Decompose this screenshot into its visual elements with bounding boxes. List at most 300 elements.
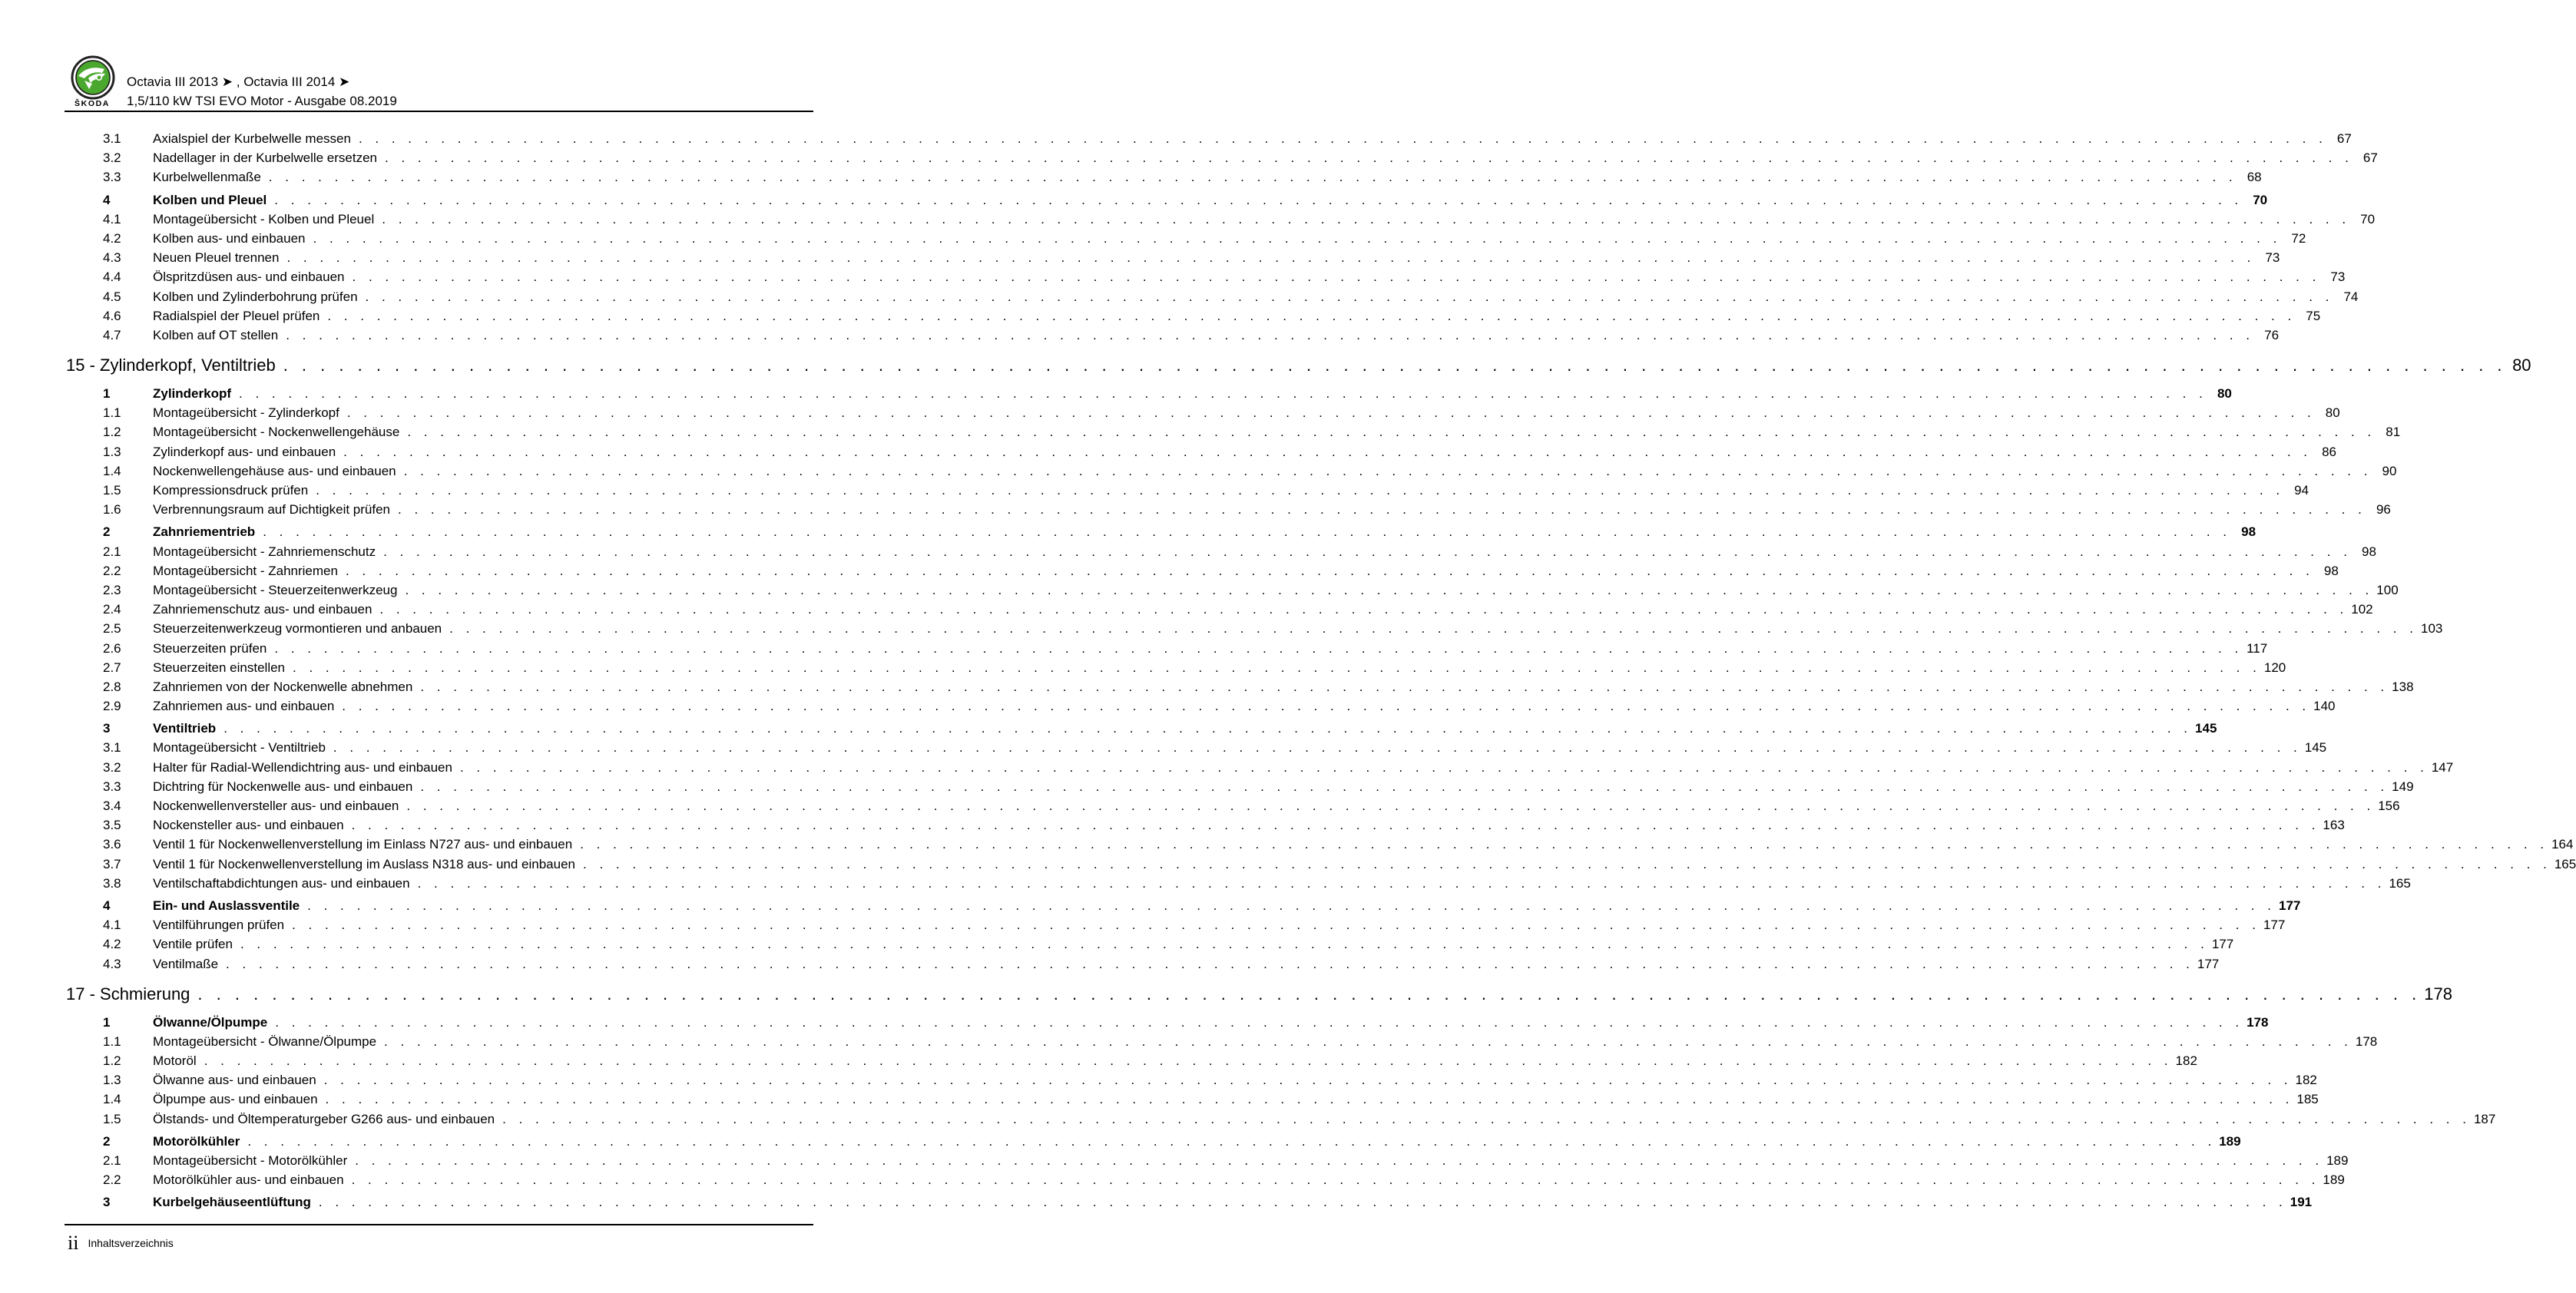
toc-number: 4.3: [103, 956, 121, 971]
dot-leader: . . . . . . . . . . . . . . . . . . . . . . . . . . . . . . . . . . . . . . . . . . . . . . . . . . . . . . . . . . . . . . . . . . . . . . . . . . . . . . . . . . . . . . . . . . . . . . . . . . . . . . . . . . . . . . . . . . . . . . . .: [351, 818, 2320, 833]
toc-title: Montageübersicht - Zahnriemen: [153, 563, 338, 578]
toc-title: Ölstands- und Öltemperaturgeber G266 aus- und einbauen: [153, 1111, 495, 1126]
toc-line: [153, 815, 2345, 835]
toc-title: Kolben und Zylinderbohrung prüfen: [153, 289, 358, 304]
toc-line: [153, 1151, 2349, 1170]
toc-section[interactable]: [65, 719, 2217, 738]
toc-title: Montageübersicht - Nockenwellengehäuse: [153, 425, 400, 440]
toc-number: 2: [103, 1133, 111, 1149]
dot-leader: . . . . . . . . . . . . . . . . . . . . . . . . . . . . . . . . . . . . . . . . . . . . . . . . . . . . . . . . . . . . . . . . . . . . . . . . . . . . . . . . . . . . . . . . . . . . . . . . . . . . . . . . . . . . . . . . . . . . . . . .: [323, 1073, 2293, 1088]
toc-subsection[interactable]: [65, 915, 2286, 934]
toc-line: [153, 148, 2378, 167]
toc-title: Montageübersicht - Motorölkühler: [153, 1153, 348, 1168]
toc-subsection[interactable]: [65, 403, 2340, 422]
toc-page-number: 156: [2378, 799, 2400, 813]
toc-number: 2.5: [103, 621, 121, 637]
toc-subsection[interactable]: [65, 758, 2454, 777]
dot-leader: . . . . . . . . . . . . . . . . . . . . . . . . . . . . . . . . . . . . . . . . . . . . . . . . . . . . . . . . . . . . . . . . . . . . . . . . . . . . . . . . . . . . . . . . . . . . . . . . . . . . . . . . . . . . . . . . . . . . . . . .: [420, 779, 2389, 794]
toc-title: Axialspiel der Kurbelwelle messen: [153, 131, 351, 146]
toc-page-number: 70: [2253, 192, 2268, 207]
toc-title: Ventiltrieb: [153, 721, 217, 736]
toc-title: Motorölkühler: [153, 1133, 240, 1149]
toc-page-number: 147: [2431, 759, 2454, 775]
dot-leader: . . . . . . . . . . . . . . . . . . . . . . . . . . . . . . . . . . . . . . . . . . . . . . . . . . . . . . . . . . . . . . . . . . . . . . . . . . . . . . . . . . . . . . . . . . . . . . . . . . . . . . . . . . . . . . . . . . . . . . . .: [352, 270, 2321, 285]
toc-line: [153, 422, 2401, 441]
toc-title: Ventilführungen prüfen: [153, 918, 285, 933]
toc-number: 1: [103, 386, 111, 402]
toc-subsection[interactable]: [65, 1070, 2317, 1090]
toc-section[interactable]: [65, 190, 2268, 210]
toc-page-number: 98: [2241, 524, 2256, 540]
toc-page-number: 73: [2330, 270, 2346, 285]
dot-leader: . . . . . . . . . . . . . . . . . . . . . . . . . . . . . . . . . . . . . . . . . . . . . . . . . . . . . . . . . . . . . . . . . . . . . . . . . . . . . . . . . . . . . . . . . . . . . . . . . . . . . . . . . . . . . . . . . . . . . . . .: [583, 856, 2551, 871]
toc-line: [153, 1032, 2378, 1051]
toc-page-number: 68: [2247, 170, 2262, 185]
toc-number: 3: [103, 721, 111, 736]
toc-subsection[interactable]: [65, 481, 2309, 500]
toc-subsection[interactable]: [65, 229, 2306, 248]
toc-number: 3: [103, 1195, 111, 1210]
dot-leader: . . . . . . . . . . . . . . . . . . . . . . . . . . . . . . . . . . . . . . . . . . . . . . . . . . . . . . . . . . . . . . . . . . . . . . . . . . . . . . . . . . . . . . . . . . . . . . . . . . . . . . . . . . . . . . . . . . . . . . . .: [502, 1111, 2471, 1126]
toc-subsection[interactable]: [65, 1032, 2378, 1051]
toc-line: [153, 167, 2262, 187]
toc-subsection[interactable]: [65, 1151, 2349, 1170]
toc-page-number: 75: [2306, 308, 2321, 323]
toc-number: 4.1: [103, 211, 121, 227]
toc-subsection[interactable]: [65, 934, 2234, 954]
toc-subsection[interactable]: [65, 954, 2220, 974]
toc-number: 3.3: [103, 779, 121, 794]
toc-line: [153, 306, 2321, 326]
toc-page-number: 177: [2197, 956, 2220, 971]
dot-leader: . . . . . . . . . . . . . . . . . . . . . . . . . . . . . . . . . . . . . . . . . . . . . . . . . . . . . . . . . . . . . . . . . . . . . . . . . . . . . . . . . . . . . . . . . . . . . . . . . . . . . . . . . . . . . . . . . . . . . . . .: [313, 230, 2282, 246]
dot-leader: . . . . . . . . . . . . . . . . . . . . . . . . . . . . . . . . . . . . . . . . . . . . . . . . . . . . . . . . . . . . . . . . . . . . . . . . . . . . . . . . . . . . . . . . . . . . . . . . . . . . . . . . . . . . . . . . . . . . . . . .: [346, 405, 2316, 421]
toc-subsection[interactable]: [65, 796, 2400, 815]
toc-page-number: 187: [2473, 1111, 2496, 1126]
toc-page-number: 149: [2392, 779, 2414, 794]
toc-line: [153, 190, 2268, 210]
dot-leader: . . . . . . . . . . . . . . . . . . . . . . . . . . . . . . . . . . . . . . . . . . . . . . . . . . . . . . . . . . . . . . . . . . . . . . . . . . . . . . . . . . . . . . . . . . . . . . . . . . . . . . . . . . . . . . . . . . . . . . . .: [382, 211, 2351, 227]
toc-title: 15 - Zylinderkopf, Ventiltrieb: [66, 355, 276, 375]
toc-number: 4.4: [103, 270, 121, 285]
toc-page-number: 94: [2294, 483, 2309, 498]
toc-page-number: 140: [2313, 699, 2336, 714]
toc-line: [153, 777, 2414, 796]
toc-title: Motorölkühler aus- und einbauen: [153, 1172, 344, 1188]
brand-wordmark: ŠKODA: [74, 99, 110, 108]
toc-line: [153, 461, 2397, 481]
toc-line: [153, 267, 2346, 286]
toc-section[interactable]: [65, 384, 2232, 403]
toc-page-number: 117: [2247, 640, 2268, 656]
toc-title: Montageübersicht - Zylinderkopf: [153, 405, 339, 421]
dot-leader: . . . . . . . . . . . . . . . . . . . . . . . . . . . . . . . . . . . . . . . . . . . . . . . . . . . . . . . . . . . . . . . . . . . . . . . . . . . . . . . . . . . . . . . . . . . . . . . . . . . . . . . . . . . . . . . . . . . . . . . .: [274, 640, 2243, 656]
toc-title: Kurbelwellenmaße: [153, 170, 261, 185]
toc-subsection[interactable]: [65, 148, 2378, 167]
dot-leader: . . . . . . . . . . . . . . . . . . . . . . . . . . . . . . . . . . . . . . . . . . . . . . . . . . . . . . . . . . . . . . . . . . . . . . . . . . . . . . . . . . . . . . . . . . . . . . . . . . . . . . . . . . . . . . . . . . . . . . . .: [268, 170, 2237, 185]
toc-subsection[interactable]: [65, 167, 2262, 187]
skoda-logo-icon: [71, 55, 115, 100]
toc-number: 3.4: [103, 799, 121, 813]
toc-subsection[interactable]: [65, 306, 2321, 326]
toc-section[interactable]: [65, 1132, 2241, 1151]
dot-leader: . . . . . . . . . . . . . . . . . . . . . . . . . . . . . . . . . . . . . . . . . . . . . . . . . . . . . . . . . . . . . . . . . . . . . . . . . . . . . . . . . . . . . . . . . . . . . . . . . . . . . . . . . . . . . . . . . . . . . . . .: [247, 1133, 2217, 1149]
toc-subsection[interactable]: [65, 738, 2327, 757]
toc-page-number: 72: [2291, 230, 2306, 246]
toc-page-number: 80: [2325, 405, 2340, 421]
toc-number: 4.5: [103, 289, 121, 304]
toc-section[interactable]: [65, 522, 2256, 541]
toc-page-number: 182: [2175, 1053, 2197, 1069]
footer-rule: [65, 1224, 813, 1225]
toc-number: 2.1: [103, 1153, 121, 1168]
dot-leader: . . . . . . . . . . . . . . . . . . . . . . . . . . . . . . . . . . . . . . . . . . . . . . . . . . . . . . . . . . . . . . . . . . . . . . . . . . . . . . . . . . . . . . . . . . . . . . . . . . . . . . . . . . . . . . . . . . . . . . . .: [385, 150, 2353, 166]
toc-page-number: 178: [2355, 1033, 2378, 1049]
dot-leader: . . . . . . . . . . . . . . . . . . . . . . . . . . . . . . . . . . . . . . . . . . . . . . . . . . . . . . . . . . . . . . . . . . . . . . . . . . . . . . . . . . . . . . . . . . . . . . . . . . . . . . . . . . . . . . . . . . . . . . . .: [355, 1153, 2324, 1168]
toc-line: [153, 561, 2339, 580]
dot-leader: . . . . . . . . . . . . . . . . . . . . . . . . . . . . . . . . . . . . . . . . . . . . . . . . . . . . . . . . . . . . . . . . . . . . . . . . . . . . . . . . . . . . . . . . . . . . . . . . . . . . . . . . . . . . . . . . . . . . . . . .: [286, 250, 2256, 266]
dot-leader: . . . . . . . . . . . . . . . . . . . . . . . . . . . . . . . . . . . . . . . . . . . . . . . . . . . . . . . . . . . . . . . . . . . . . . . . . . . . . . . . . . . . . . . . . . . . . . . . . . . . . . . . . . . . . . . . . . . . . . . .: [333, 740, 2302, 756]
page-footer: [68, 1232, 174, 1255]
dot-leader: . . . . . . . . . . . . . . . . . . . . . . . . . . . . . . . . . . . . . . . . . . . . . . . . . . . . . . . . . . . . . . . . . . . . . . . . . . . . . . . . . . . . . . . . . . . . . . . . . . . . . . . . . . . . . . . . . . . . . . . .: [240, 937, 2209, 952]
toc-line: [153, 896, 2301, 915]
toc-number: 1.5: [103, 1111, 121, 1126]
dot-leader: . . . . . . . . . . . . . . . . . . . . . . . . . . . . . . . . . . . . . . . . . . . . . . . . . . . . . . . . . . . . . . . . . . . . . . . . . . . . . . . . . . . . . . . . . . . . . . . . . . . . . . . . . . . . . . . . . . . . . . . .: [318, 1195, 2287, 1210]
toc-page-number: 80: [2217, 386, 2232, 402]
toc-number: 3.1: [103, 131, 121, 146]
toc-line: [153, 1090, 2319, 1109]
dot-leader: . . . . . . . . . . . . . . . . . . . . . . . . . . . . . . . . . . . . . . . . . . . . . . . . . . . . . . . . . . . . . . . . . . . . . . . . . . . . . . . . . . . . . . . . . . . . . . . . . . . . . . . . . . . . . . . . . . . . . . . .: [239, 386, 2207, 402]
toc-number: 3.5: [103, 818, 121, 833]
toc-page-number: 138: [2392, 679, 2414, 694]
toc-subsection[interactable]: [65, 855, 2576, 874]
toc-line: [153, 481, 2309, 500]
toc-number: 1.4: [103, 463, 121, 478]
toc-chapter[interactable]: [65, 979, 2452, 1010]
dot-leader: . . . . . . . . . . . . . . . . . . . . . . . . . . . . . . . . . . . . . . . . . . . . . . . . . . . . . . . . . . . . . . . . . . . . . . . . . . . . . . . . . . . . . . . . . . . . . . . . . . . . . . . . . . . . . . . . . . . . . . . .: [343, 444, 2313, 459]
toc-number: 3.3: [103, 170, 121, 185]
dot-leader: . . . . . . . . . . . . . . . . . . . . . . . . . . . . . . . . . . . . . . . . . . . . . . . . . . . . . . . . . . . . . . . . . . . . . . . . . . . . . . . . . . . . . . . . . . . . . . . . . . . . . . . . . . . . . . . . . . . . . . . .: [342, 699, 2311, 714]
toc-title: Dichtring für Nockenwelle aus- und einbauen: [153, 779, 413, 794]
dot-leader: . . . . . . . . . . . . . . . . . . . . . . . . . . . . . . . . . . . . . . . . . . . . . . . . . . . . . . . . . . . . . . . . . . . . . . . . . . . . . . . . . . . . . . . . . . . . . . . . . . . . . . . . . . . . . . . . . . . . . . . .: [316, 483, 2285, 498]
toc-subsection[interactable]: [65, 600, 2373, 619]
table-of-contents: [65, 129, 2576, 1212]
toc-line: [153, 1132, 2241, 1151]
toc-title: Ventile prüfen: [153, 937, 233, 952]
toc-line: [153, 442, 2337, 461]
toc-page-number: 177: [2278, 898, 2301, 913]
dot-leader: . . . . . . . . . . . . . . . . . . . . . . . . . . . . . . . . . . . . . . . . . . . . . . . . . . . . . . . . . . . . . . . . . . . . . . . . . . . . . . . . . . . . . . . . . . . . . . . . . . . . . . . . . . . . . . . . . . . . . . . .: [398, 502, 2366, 518]
toc-title: Neuen Pleuel trennen: [153, 250, 280, 266]
dot-leader: . . . . . . . . . . . . . . . . . . . . . . . . . . . . . . . . . . . . . . . . . . . . . . . . . . . . . . . . . . . . . . . . . . . . . . . . . . . . . . . . . . . . . . . . . . . . . . . . . . . . . . . . . . . . . . . . . . . . . . . .: [283, 355, 2507, 375]
toc-subsection[interactable]: [65, 248, 2280, 267]
toc-title: Kompressionsdruck prüfen: [153, 483, 309, 498]
header-rule: [65, 111, 813, 112]
toc-line: [153, 210, 2376, 229]
toc-subsection[interactable]: [65, 677, 2414, 696]
toc-title: Kolben aus- und einbauen: [153, 230, 306, 246]
toc-section[interactable]: [65, 896, 2301, 915]
toc-number: 4.1: [103, 918, 121, 933]
dot-leader: . . . . . . . . . . . . . . . . . . . . . . . . . . . . . . . . . . . . . . . . . . . . . . . . . . . . . . . . . . . . . . . . . . . . . . . . . . . . . . . . . . . . . . . . . . . . . . . . . . . . . . . . . . . . . . . . . . . . . . . .: [345, 563, 2314, 578]
toc-page-number: 80: [2512, 355, 2531, 375]
document-title-line2: 1,5/110 kW TSI EVO Motor - Ausgabe 08.2019: [127, 94, 397, 108]
toc-line: [153, 915, 2286, 934]
dot-leader: . . . . . . . . . . . . . . . . . . . . . . . . . . . . . . . . . . . . . . . . . . . . . . . . . . . . . . . . . . . . . . . . . . . . . . . . . . . . . . . . . . . . . . . . . . . . . . . . . . . . . . . . . . . . . . . . . . . . . . . .: [292, 918, 2260, 933]
toc-number: 2.6: [103, 640, 121, 656]
toc-line: [153, 229, 2306, 248]
toc-line: [153, 855, 2576, 874]
toc-number: 3.2: [103, 759, 121, 775]
dot-leader: . . . . . . . . . . . . . . . . . . . . . . . . . . . . . . . . . . . . . . . . . . . . . . . . . . . . . . . . . . . . . . . . . . . . . . . . . . . . . . . . . . . . . . . . . . . . . . . . . . . . . . . . . . . . . . . . . . . . . . . .: [459, 759, 2429, 775]
dot-leader: . . . . . . . . . . . . . . . . . . . . . . . . . . . . . . . . . . . . . . . . . . . . . . . . . . . . . . . . . . . . . . . . . . . . . . . . . . . . . . . . . . . . . . . . . . . . . . . . . . . . . . . . . . . . . . . . . . . . . . . .: [327, 308, 2296, 323]
toc-subsection[interactable]: [65, 874, 2411, 893]
dot-leader: . . . . . . . . . . . . . . . . . . . . . . . . . . . . . . . . . . . . . . . . . . . . . . . . . . . . . . . . . . . . . . . . . . . . . . . . . . . . . . . . . . . . . . . . . . . . . . . . . . . . . . . . . . . . . . . . . . . . . . . .: [449, 621, 2418, 637]
toc-subsection[interactable]: [65, 1170, 2345, 1189]
toc-title: Motoröl: [153, 1053, 197, 1069]
toc-title: Montageübersicht - Ventiltrieb: [153, 740, 326, 756]
toc-subsection[interactable]: [65, 658, 2286, 677]
toc-subsection[interactable]: [65, 500, 2391, 519]
toc-section[interactable]: [65, 1192, 2313, 1212]
toc-number: 2.4: [103, 602, 121, 617]
toc-line: [153, 287, 2359, 306]
toc-number: 1: [103, 1014, 111, 1030]
toc-page-number: 145: [2195, 721, 2217, 736]
footer-section-title: Inhaltsverzeichnis: [88, 1237, 174, 1249]
toc-title: Nockensteller aus- und einbauen: [153, 818, 344, 833]
toc-title: Zahnriemen von der Nockenwelle abnehmen: [153, 679, 413, 694]
toc-page-number: 185: [2296, 1092, 2319, 1107]
toc-line: [153, 1192, 2313, 1212]
toc-number: 4: [103, 898, 111, 913]
toc-number: 4.2: [103, 230, 121, 246]
toc-number: 2: [103, 524, 111, 540]
toc-subsection[interactable]: [65, 619, 2443, 638]
toc-number: 3.7: [103, 856, 121, 871]
toc-line: [153, 619, 2443, 638]
toc-subsection[interactable]: [65, 287, 2359, 306]
toc-line: [153, 639, 2268, 658]
toc-page-number: 74: [2343, 289, 2359, 304]
toc-number: 1.2: [103, 425, 121, 440]
toc-title: Ölwanne/Ölpumpe: [153, 1014, 268, 1030]
toc-title: Montageübersicht - Ölwanne/Ölpumpe: [153, 1033, 377, 1049]
toc-subsection[interactable]: [65, 442, 2337, 461]
toc-page-number: 98: [2323, 563, 2339, 578]
toc-subsection[interactable]: [65, 326, 2280, 345]
toc-number: 4.6: [103, 308, 121, 323]
toc-line: [153, 580, 2399, 600]
toc-line: [153, 1109, 2496, 1129]
toc-title: Kolben auf OT stellen: [153, 327, 279, 342]
toc-title: Ölwanne aus- und einbauen: [153, 1073, 316, 1088]
toc-subsection[interactable]: [65, 461, 2397, 481]
toc-subsection[interactable]: [65, 777, 2414, 796]
toc-title: Zahnriementrieb: [153, 524, 256, 540]
toc-page-number: 164: [2551, 837, 2574, 852]
toc-title: Zylinderkopf aus- und einbauen: [153, 444, 336, 459]
toc-page-number: 178: [2247, 1014, 2269, 1030]
toc-title: Nockenwellenversteller aus- und einbauen: [153, 799, 399, 813]
toc-title: Ventil 1 für Nockenwellenverstellung im Auslass N318 aus- und einbauen: [153, 856, 575, 871]
toc-number: 4.3: [103, 250, 121, 266]
toc-number: 3.1: [103, 740, 121, 756]
toc-number: 1.1: [103, 1033, 121, 1049]
toc-number: 2.8: [103, 679, 121, 694]
toc-title: Steuerzeiten einstellen: [153, 660, 286, 675]
toc-line: [153, 522, 2256, 541]
toc-title: Montageübersicht - Kolben und Pleuel: [153, 211, 375, 227]
dot-leader: . . . . . . . . . . . . . . . . . . . . . . . . . . . . . . . . . . . . . . . . . . . . . . . . . . . . . . . . . . . . . . . . . . . . . . . . . . . . . . . . . . . . . . . . . . . . . . . . . . . . . . . . . . . . . . . . . . . . . . . .: [275, 1014, 2244, 1030]
toc-line: [153, 248, 2280, 267]
toc-page-number: 86: [2322, 444, 2337, 459]
toc-number: 4: [103, 192, 111, 207]
toc-line: [153, 934, 2234, 954]
toc-subsection[interactable]: [65, 267, 2346, 286]
dot-leader: . . . . . . . . . . . . . . . . . . . . . . . . . . . . . . . . . . . . . . . . . . . . . . . . . . . . . . . . . . . . . . . . . . . . . . . . . . . . . . . . . . . . . . . . . . . . . . . . . . . . . . . . . . . . . . . . . . . . . . . .: [204, 1053, 2173, 1069]
toc-page-number: 165: [2389, 875, 2411, 891]
dot-leader: . . . . . . . . . . . . . . . . . . . . . . . . . . . . . . . . . . . . . . . . . . . . . . . . . . . . . . . . . . . . . . . . . . . . . . . . . . . . . . . . . . . . . . . . . . . . . . . . . . . . . . . . . . . . . . . . . . . . . . . .: [406, 799, 2376, 813]
toc-title: Halter für Radial-Wellendichtring aus- und einbauen: [153, 759, 452, 775]
dot-leader: . . . . . . . . . . . . . . . . . . . . . . . . . . . . . . . . . . . . . . . . . . . . . . . . . . . . . . . . . . . . . . . . . . . . . . . . . . . . . . . . . . . . . . . . . . . . . . . . . . . . . . . . . . . . . . . . . . . . . . . .: [405, 582, 2374, 597]
toc-page-number: 165: [2554, 856, 2576, 871]
toc-line: [153, 1013, 2269, 1032]
toc-subsection[interactable]: [65, 129, 2352, 148]
toc-line: [153, 600, 2373, 619]
dot-leader: . . . . . . . . . . . . . . . . . . . . . . . . . . . . . . . . . . . . . . . . . . . . . . . . . . . . . . . . . . . . . . . . . . . . . . . . . . . . . . . . . . . . . . . . . . . . . . . . . . . . . . . . . . . . . . . . . . . . . . . .: [365, 289, 2334, 304]
toc-page-number: 177: [2263, 918, 2286, 933]
toc-page-number: 70: [2360, 211, 2376, 227]
toc-subsection[interactable]: [65, 561, 2339, 580]
toc-subsection[interactable]: [65, 1051, 2197, 1070]
toc-number: 1.4: [103, 1092, 121, 1107]
toc-number: 2.3: [103, 582, 121, 597]
toc-title: Kolben und Pleuel: [153, 192, 267, 207]
dot-leader: . . . . . . . . . . . . . . . . . . . . . . . . . . . . . . . . . . . . . . . . . . . . . . . . . . . . . . . . . . . . . . . . . . . . . . . . . . . . . . . . . . . . . . . . . . . . . . . . . . . . . . . . . . . . . . . . . . . . . . . .: [384, 1033, 2353, 1049]
toc-line: [153, 954, 2220, 974]
toc-subsection[interactable]: [65, 542, 2376, 561]
toc-title: Nockenwellengehäuse aus- und einbauen: [153, 463, 396, 478]
toc-page-number: 100: [2376, 582, 2399, 597]
toc-title: Montageübersicht - Steuerzeitenwerkzeug: [153, 582, 398, 597]
dot-leader: . . . . . . . . . . . . . . . . . . . . . . . . . . . . . . . . . . . . . . . . . . . . . . . . . . . . . . . . . . . . . . . . . . . . . . . . . . . . . . . . . . . . . . . . . . . . . . . . . . . . . . . . . . . . . . . . . . . . . . . .: [351, 1172, 2320, 1188]
toc-title: Ventil 1 für Nockenwellenverstellung im Einlass N727 aus- und einbauen: [153, 837, 573, 852]
page-header: [65, 55, 813, 112]
toc-page-number: 189: [2326, 1153, 2349, 1168]
dot-leader: . . . . . . . . . . . . . . . . . . . . . . . . . . . . . . . . . . . . . . . . . . . . . . . . . . . . . . . . . . . . . . . . . . . . . . . . . . . . . . . . . . . . . . . . . . . . . . . . . . . . . . . . . . . . . . . . . . . . . . . .: [307, 898, 2276, 913]
page-number: ii: [68, 1232, 79, 1254]
toc-number: 1.3: [103, 444, 121, 459]
toc-page-number: 177: [2211, 937, 2234, 952]
toc-page-number: 120: [2263, 660, 2286, 675]
toc-line: [66, 979, 2452, 1010]
toc-title: 17 - Schmierung: [66, 984, 190, 1004]
toc-line: [153, 1070, 2317, 1090]
toc-title: Zahnriemen aus- und einbauen: [153, 699, 335, 714]
toc-line: [153, 738, 2327, 757]
dot-leader: . . . . . . . . . . . . . . . . . . . . . . . . . . . . . . . . . . . . . . . . . . . . . . . . . . . . . . . . . . . . . . . . . . . . . . . . . . . . . . . . . . . . . . . . . . . . . . . . . . . . . . . . . . . . . . . . . . . . . . . .: [379, 602, 2349, 617]
toc-subsection[interactable]: [65, 1090, 2319, 1109]
toc-title: Ventilschaftabdichtungen aus- und einbauen: [153, 875, 410, 891]
toc-line: [153, 1170, 2345, 1189]
toc-number: 2.2: [103, 1172, 121, 1188]
toc-line: [153, 500, 2391, 519]
toc-line: [153, 874, 2411, 893]
toc-page-number: 103: [2420, 621, 2443, 637]
toc-title: Zylinderkopf: [153, 386, 232, 402]
toc-subsection[interactable]: [65, 210, 2376, 229]
toc-number: 2.1: [103, 544, 121, 559]
toc-page-number: 189: [2219, 1133, 2241, 1149]
toc-line: [153, 677, 2414, 696]
toc-line: [153, 796, 2400, 815]
toc-title: Radialspiel der Pleuel prüfen: [153, 308, 320, 323]
toc-line: [153, 326, 2280, 345]
toc-subsection[interactable]: [65, 1109, 2496, 1129]
toc-line: [153, 758, 2454, 777]
toc-line: [153, 1051, 2197, 1070]
toc-page-number: 81: [2386, 425, 2401, 440]
toc-title: Steuerzeitenwerkzeug vormontieren und anbauen: [153, 621, 442, 637]
toc-line: [153, 835, 2574, 854]
dot-leader: . . . . . . . . . . . . . . . . . . . . . . . . . . . . . . . . . . . . . . . . . . . . . . . . . . . . . . . . . . . . . . . . . . . . . . . . . . . . . . . . . . . . . . . . . . . . . . . . . . . . . . . . . . . . . . . . . . . . . . . .: [263, 524, 2232, 540]
toc-number: 3.2: [103, 150, 121, 166]
toc-subsection[interactable]: [65, 815, 2345, 835]
toc-number: 1.1: [103, 405, 121, 421]
toc-page-number: 191: [2290, 1195, 2313, 1210]
dot-leader: . . . . . . . . . . . . . . . . . . . . . . . . . . . . . . . . . . . . . . . . . . . . . . . . . . . . . . . . . . . . . . . . . . . . . . . . . . . . . . . . . . . . . . . . . . . . . . . . . . . . . . . . . . . . . . . . . . . . . . . .: [293, 660, 2261, 675]
toc-number: 4.7: [103, 327, 121, 342]
dot-leader: . . . . . . . . . . . . . . . . . . . . . . . . . . . . . . . . . . . . . . . . . . . . . . . . . . . . . . . . . . . . . . . . . . . . . . . . . . . . . . . . . . . . . . . . . . . . . . . . . . . . . . . . . . . . . . . . . . . . . . . .: [358, 131, 2327, 146]
toc-page-number: 102: [2351, 602, 2373, 617]
toc-title: Kurbelgehäuseentlüftung: [153, 1195, 311, 1210]
toc-title: Montageübersicht - Zahnriemenschutz: [153, 544, 376, 559]
toc-subsection[interactable]: [65, 422, 2401, 441]
toc-page-number: 98: [2362, 544, 2376, 559]
dot-leader: . . . . . . . . . . . . . . . . . . . . . . . . . . . . . . . . . . . . . . . . . . . . . . . . . . . . . . . . . . . . . . . . . . . . . . . . . . . . . . . . . . . . . . . . . . . . . . . . . . . . . . . . . . . . . . . . . . . . . . . .: [325, 1092, 2294, 1107]
toc-page-number: 189: [2323, 1172, 2345, 1188]
dot-leader: . . . . . . . . . . . . . . . . . . . . . . . . . . . . . . . . . . . . . . . . . . . . . . . . . . . . . . . . . . . . . . . . . . . . . . . . . . . . . . . . . . . . . . . . . . . . . . . . . . . . . . . . . . . . . . . . . . . . . . . .: [197, 984, 2422, 1004]
toc-page-number: 145: [2304, 740, 2327, 756]
toc-subsection[interactable]: [65, 835, 2574, 854]
toc-number: 2.9: [103, 699, 121, 714]
toc-page-number: 182: [2295, 1073, 2317, 1088]
toc-line: [153, 384, 2232, 403]
dot-leader: . . . . . . . . . . . . . . . . . . . . . . . . . . . . . . . . . . . . . . . . . . . . . . . . . . . . . . . . . . . . . . . . . . . . . . . . . . . . . . . . . . . . . . . . . . . . . . . . . . . . . . . . . . . . . . . . . . . . . . . .: [420, 679, 2389, 694]
toc-chapter[interactable]: [65, 350, 2531, 381]
toc-subsection[interactable]: [65, 696, 2336, 716]
toc-page-number: 96: [2376, 502, 2391, 518]
toc-section[interactable]: [65, 1013, 2269, 1032]
dot-leader: . . . . . . . . . . . . . . . . . . . . . . . . . . . . . . . . . . . . . . . . . . . . . . . . . . . . . . . . . . . . . . . . . . . . . . . . . . . . . . . . . . . . . . . . . . . . . . . . . . . . . . . . . . . . . . . . . . . . . . . .: [417, 875, 2386, 891]
toc-title: Zahnriemenschutz aus- und einbauen: [153, 602, 372, 617]
toc-number: 1.2: [103, 1053, 121, 1069]
toc-subsection[interactable]: [65, 580, 2399, 600]
toc-line: [153, 658, 2286, 677]
toc-number: 3.8: [103, 875, 121, 891]
toc-number: 2.2: [103, 563, 121, 578]
dot-leader: . . . . . . . . . . . . . . . . . . . . . . . . . . . . . . . . . . . . . . . . . . . . . . . . . . . . . . . . . . . . . . . . . . . . . . . . . . . . . . . . . . . . . . . . . . . . . . . . . . . . . . . . . . . . . . . . . . . . . . . .: [286, 327, 2255, 342]
document-title-line1: Octavia III 2013 ➤ , Octavia III 2014 ➤: [127, 74, 350, 89]
dot-leader: . . . . . . . . . . . . . . . . . . . . . . . . . . . . . . . . . . . . . . . . . . . . . . . . . . . . . . . . . . . . . . . . . . . . . . . . . . . . . . . . . . . . . . . . . . . . . . . . . . . . . . . . . . . . . . . . . . . . . . . .: [580, 837, 2549, 852]
toc-page-number: 163: [2323, 818, 2345, 833]
toc-page-number: 67: [2336, 131, 2352, 146]
toc-line: [66, 350, 2531, 381]
toc-subsection[interactable]: [65, 639, 2268, 658]
toc-line: [153, 403, 2340, 422]
toc-page-number: 73: [2265, 250, 2280, 266]
